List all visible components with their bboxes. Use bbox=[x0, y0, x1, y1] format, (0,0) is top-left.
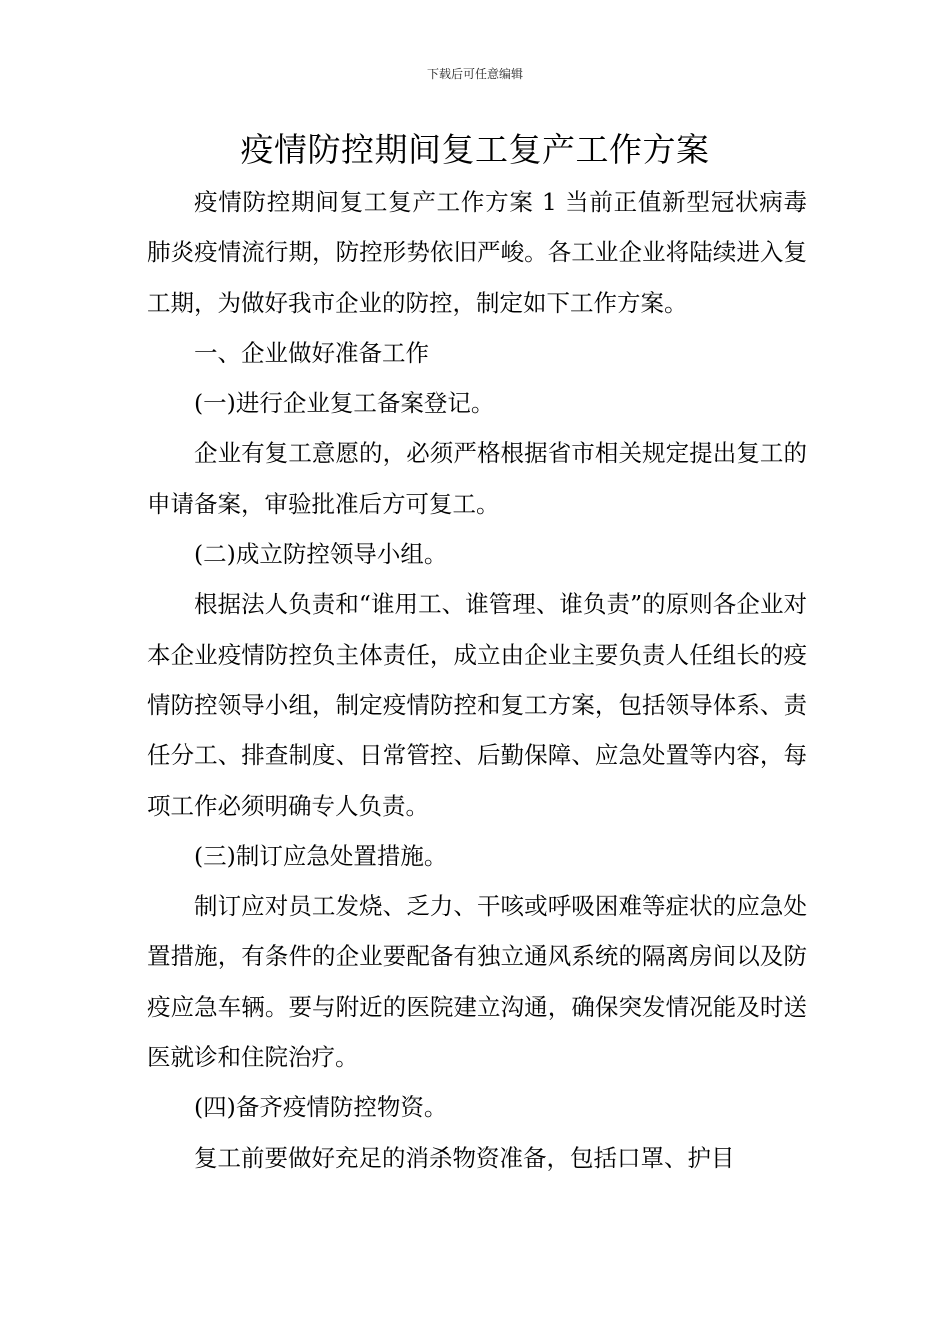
paragraph: 制订应对员工发烧、乏力、干咳或呼吸困难等症状的应急处置措施，有条件的企业要配备有独立通风系统的隔离房间以及防疫应急车辆。要与附近的医院建立沟通，确保突发情况能及时送医就诊和住院治疗。 bbox=[147, 892, 807, 1072]
paragraph: 根据法人负责和“谁用工、谁管理、谁负责”的原则各企业对本企业疫情防控负主体责任，成立由企业主要负责人任组长的疫情防控领导小组，制定疫情防控和复工方案，包括领导体系、责任分工、排查制度、日常管控、后勤保障、应急处置等内容，每项工作必须明确专人负责。 bbox=[147, 590, 807, 820]
subsection-heading-3: (三)制订应急处置措施。 bbox=[194, 841, 448, 870]
document-body bbox=[147, 177, 807, 1183]
header-note: 下载后可任意编辑 bbox=[426, 67, 523, 81]
document-title: 疫情防控期间复工复产工作方案 bbox=[240, 130, 710, 169]
subsection-heading-1: (一)进行企业复工备案登记。 bbox=[194, 389, 495, 418]
subsection-heading-4: (四)备齐疫情防控物资。 bbox=[194, 1093, 448, 1122]
section-heading-1: 一、企业做好准备工作 bbox=[194, 338, 429, 367]
paragraph: 复工前要做好充足的消杀物资准备，包括口罩、护目 bbox=[194, 1143, 735, 1172]
paragraph: 企业有复工意愿的，必须严格根据省市相关规定提出复工的申请备案，审验批准后方可复工。 bbox=[147, 439, 807, 518]
paragraph-intro: 疫情防控期间复工复产工作方案 1 当前正值新型冠状病毒肺炎疫情流行期，防控形势依旧严峻。各工业企业将陆续进入复工期，为做好我市企业的防控，制定如下工作方案。 bbox=[147, 188, 807, 317]
subsection-heading-2: (二)成立防控领导小组。 bbox=[194, 540, 448, 569]
